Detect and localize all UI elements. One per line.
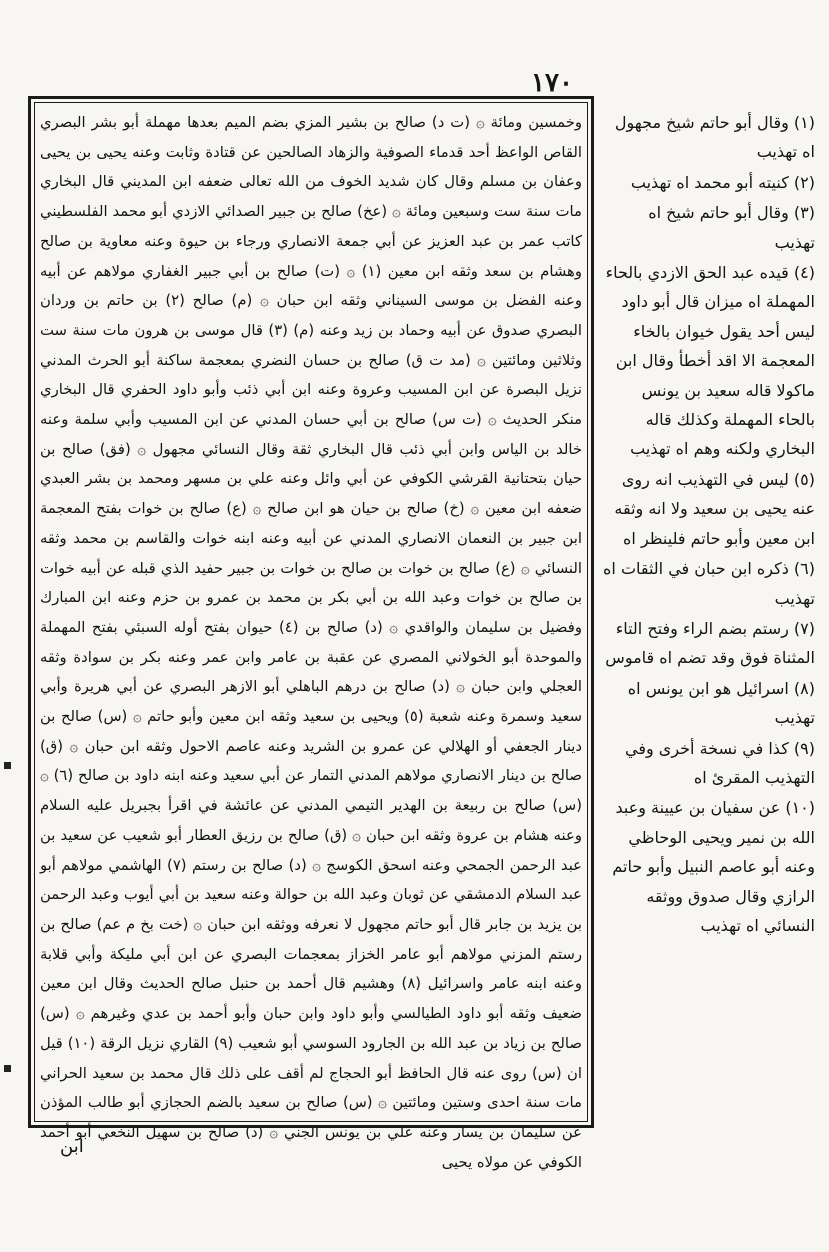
footnotes-column bbox=[603, 108, 815, 1148]
footnote-2: (٢) كنيته أبو محمد اه تهذيب bbox=[630, 172, 815, 192]
footnote-8: (٨) اسرائيل هو ابن يونس اه تهذيب bbox=[627, 678, 815, 728]
page-number: ١٧٠ bbox=[531, 68, 573, 98]
footnote-6: (٦) ذكره ابن حبان في الثقات اه تهذيب bbox=[603, 559, 815, 608]
footnote-4: (٤) قيده عبد الحق الازدي بالحاء المهملة اه ميزان قال أبو داود ليس أحد يقول خيوان بالخاء المعجمة الا اقد أخطأ وقال ابن ماكولا قاله سعيد بن يونس بالحاء المهملة وكذلك قاله البخاري ولكنه وهم اه تهذيب bbox=[605, 263, 815, 459]
footnote-3: (٣) وقال أبو حاتم شيخ اه تهذيب bbox=[648, 203, 815, 252]
footnote-7: (٧) رستم بضم الراء وفتح التاء المثناة فوق وقد تضم اه قاموس bbox=[605, 618, 815, 668]
catchword: ابن bbox=[60, 1136, 84, 1157]
main-text-body: وخمسين ومائة ۞ (ت د) صالح بن بشير المزي بضم الميم بعدها مهملة أبو بشر البصري القاص الواعظ أحد قدماء الصوفية والزهاد الصالحين عن قتادة وثابت وعنه يحيى بن يحيى وعفان بن مسلم وقال كان شديد الخوف من الله تعالى ضعفه ابن المديني قال البخاري مات سنة ست وسبعين ومائة ۞ (عخ) صالح بن جبير الصدائي الازدي أبو محمد الفلسطيني كاتب عمر بن عبد العزيز عن أبي جمعة الانصاري ورجاء بن حيوة وعنه معاوية بن صالح وهشام بن سعد وثقه ابن معين (١) ۞ (ت) صالح بن أبي جبير الغفاري مولاهم عن أبيه وعنه الفضل بن موسى السيناني وثقه ابن حبان ۞ (م) صالح (٢) بن حاتم بن وردان البصري صدوق عن أبيه وحماد بن زيد وعنه (م) (٣) قال موسى بن هرون مات سنة ست وثلاثين ومائتين ۞ (مد ت ق) صالح بن حسان النضري بمعجمة ساكنة أبو الحرث المدني نزيل البصرة عن ابن المسيب وعروة وعنه ابن أبي ذئب وأبو داود الحفري قال البخاري منكر الحديث ۞ (ت س) صالح بن أبي حسان المدني عن ابن المسيب وأبي سلمة وعنه خالد بن الياس وابن أبي ذئب قال البخاري ثقة وقال النسائي مجهول ۞ (فق) صالح بن حيان بتحتانية القرشي الكوفي عن أبي وائل وعنه علي بن مسهر ومحمد بن بشر العبدي ضعفه ابن معين ۞ (خ) صالح بن حيان هو ابن صالح ۞ (ع) صالح بن خوات بفتح المعجمة ابن جبير بن النعمان الانصاري المدني عن أبيه وعنه ابنه خوات والقاسم بن محمد وثقه النسائي ۞ (ع) صالح بن خوات بن صالح بن خوات بن جبير حفيد الذي قبله عن أبيه خوات بن صالح بن خوات وعبد الله بن أبي بكر بن محمد بن عمرو بن حزم وعنه ابن المبارك وفضيل بن سليمان والواقدي ۞ (د) صالح بن (٤) حيوان بفتح أوله السبئي بفتح المهملة والموحدة أبو الخولاني المصري عن عقبة بن عامر وابن عمر وعنه بكر بن سوادة وثقه العجلي وابن حبان ۞ (د) صالح بن درهم الباهلي أبو الازهر البصري عن أبي هريرة وأبي سعيد وسمرة وعنه شعبة (٥) ويحيى بن سعيد وثقه ابن معين وأبو حاتم ۞ (س) صالح بن دينار الجعفي أو الهلالي عن عمرو بن الشريد وعنه عاصم الاحول وثقه ابن حبان ۞ (ق) صالح بن دينار الانصاري مولاهم المدني التمار عن أبي سعيد وعنه ابنه داود بن صالح (٦) ۞ (س) صالح بن ربيعة بن الهدير التيمي المدني عن عائشة في اقرأ بجبريل عليه السلام وعنه هشام بن عروة وثقه ابن حبان ۞ (ق) صالح بن رزيق العطار أبو شعيب عن سعيد بن عبد الرحمن الجمحي وعنه اسحق الكوسج ۞ (د) صالح بن رستم (٧) الهاشمي مولاهم أبو عبد السلام الدمشقي عن ثوبان وعبد الله بن حوالة وعنه سعيد بن أبي أيوب وعبد الرحمن بن يزيد بن جابر قال أبو حاتم مجهول لا نعرفه ووثقه ابن حبان ۞ (خت بخ م عم) صالح بن رستم المزني مولاهم أبو عامر الخزاز بمعجمات البصري عن ابن أبي مليكة وأبي قلابة وعنه ابنه عامر واسرائيل (٨) وهشيم قال أحمد بن حنبل صالح الحديث وقال ابن معين ضعيف وثقه أبو داود الطيالسي وأبو داود وابن حبان وأبو أحمد بن عدي وغيرهم ۞ (س) صالح بن زياد بن عبد الله بن الجارود السوسي أبو شعيب (٩) القاري نزيل الرقة (١٠) قيل ان (س) روى عنه قال الحافظ أبو الحجاج لم أقف على ذلك قال محمد بن سعيد الحراني مات سنة احدى وستين ومائتين ۞ (س) صالح بن سعيد بالضم الحجازي أبو طالب المؤذن عن سليمان بن يسار وعنه علي بن يونس الجني ۞ (د) صالح بن سهيل النخعي أبو أحمد الكوفي عن مولاه يحيى bbox=[40, 114, 582, 1171]
margin-mark bbox=[4, 1065, 11, 1072]
footnote-10: (١٠) عن سفيان بن عيينة وعبد الله بن نمير ويحيى الوحاظي وعنه أبو عاصم النبيل وأبو حاتم الرازي وقال صدوق ووثقه النسائي اه تهذيب bbox=[612, 798, 815, 935]
margin-mark bbox=[4, 762, 11, 769]
footnote-5: (٥) ليس في التهذيب انه روى عنه يحيى بن سعيد ولا انه وثقه ابن معين وأبو حاتم فلينظر اه bbox=[614, 469, 815, 548]
footnote-9: (٩) كذا في نسخة أخرى وفي التهذيب المقرئ اه bbox=[625, 738, 815, 787]
footnote-1: (١) وقال أبو حاتم شيخ مجهول اه تهذيب bbox=[614, 113, 815, 162]
main-text-block bbox=[40, 108, 582, 1171]
